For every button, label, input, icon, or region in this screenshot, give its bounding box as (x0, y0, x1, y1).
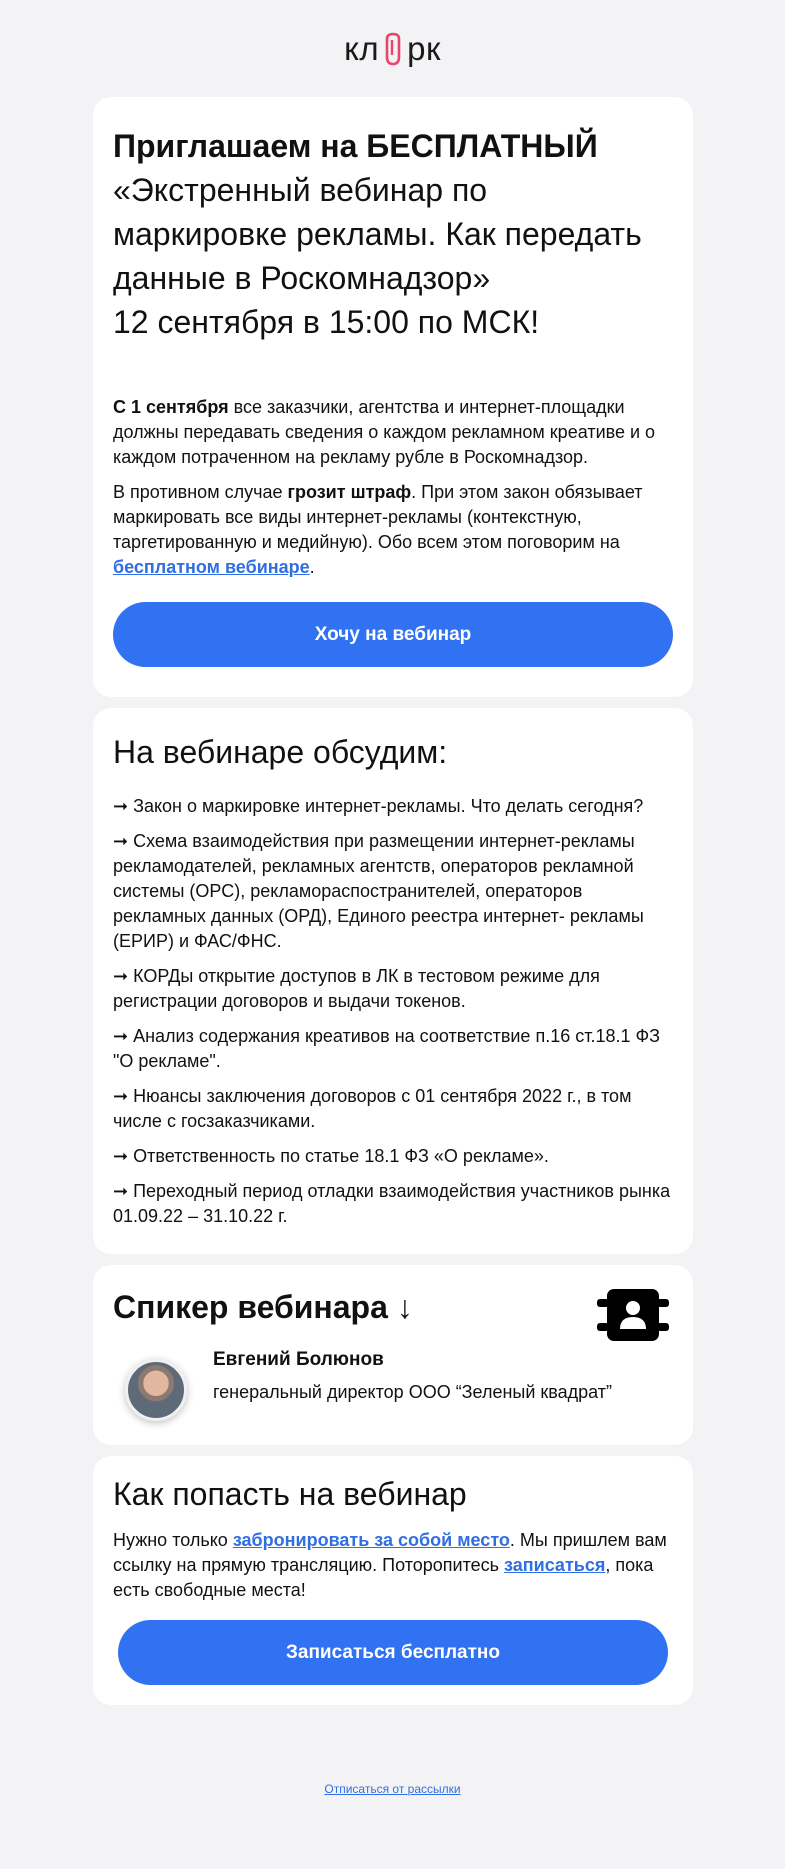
sign-up-link[interactable]: записаться (504, 1555, 606, 1575)
intro-text (113, 395, 673, 580)
intro-p2-end: . (309, 557, 315, 577)
intro-p2-text: . При этом закон обязывает маркировать все виды интернет-рекламы (контекстную, таргетированную и медийную). Обо всем этом поговорим на (113, 482, 643, 552)
logo-text-right: рк (407, 30, 441, 67)
list-item: ➞ Нюансы заключения договоров с 01 сентября 2022 г., в том числе с госзаказчиками. (113, 1086, 632, 1131)
contacts-icon (593, 1280, 673, 1350)
logo[interactable] (344, 31, 441, 67)
register-free-button[interactable]: Записаться бесплатно (118, 1620, 668, 1685)
how-to-attend-card (93, 1456, 693, 1705)
list-item: ➞ Схема взаимодействия при размещении интернет-рекламы рекламодателей, рекламных агентств, операторов рекламной системы (ОРС), рекламораспостранителей, операторов рекламных данных (ОРД), Единого реестра интернет- рекламы (ЕРИР) и ФАС/ФНС. (113, 831, 644, 951)
heading-line-1: «Экстренный вебинар по (113, 172, 488, 208)
list-item: ➞ Анализ содержания креативов на соответствие п.16 ст.18.1 ФЗ "О рекламе". (113, 1026, 661, 1071)
intro-date: С 1 сентября (113, 397, 229, 417)
how-text-end: , пока есть свободные места! (113, 1555, 654, 1600)
header (0, 0, 785, 97)
how-text-mid: . Мы пришлем вам ссылку на прямую трансляцию. Поторопитесь (113, 1530, 667, 1575)
want-webinar-button[interactable]: Хочу на вебинар (113, 602, 673, 667)
speaker-name: Евгений Болюнов (213, 1349, 384, 1370)
reserve-seat-link[interactable]: забронировать за собой место (232, 1530, 510, 1550)
list-item: ➞ Закон о маркировке интернет-рекламы. Что делать сегодня? (113, 796, 644, 816)
intro-paragraph-2 (113, 480, 673, 580)
list-item: ➞ Ответственность по статье 18.1 ФЗ «О рекламе». (113, 1146, 549, 1166)
heading-line-3: данные в Роскомнадзор» (113, 260, 491, 296)
how-text (113, 1528, 673, 1603)
footer (0, 1780, 785, 1798)
invitation-heading (113, 124, 673, 344)
intro-p1-text: все заказчики, агентства и интернет-площадки должны передавать сведения о каждом рекламном креативе и о каждом потраченном на рекламу рубле в Роскомнадзор. (113, 397, 656, 467)
how-title: Как попасть на вебинар (113, 1476, 467, 1512)
invitation-card (93, 97, 693, 697)
speaker-card (93, 1265, 693, 1445)
logo-text-left: кл (344, 30, 380, 67)
intro-fine: грозит штраф (287, 482, 412, 502)
paperclip-icon (381, 31, 405, 67)
heading-line-4: 12 сентября в 15:00 по МСК! (113, 304, 540, 340)
agenda-list (113, 794, 673, 1239)
agenda-title: На вебинаре обсудим: (113, 734, 448, 770)
speaker-role: генеральный директор ООО “Зеленый квадрат” (213, 1382, 613, 1402)
intro-p2-start: В противном случае (113, 482, 288, 502)
list-item: ➞ КОРДы открытие доступов в ЛК в тестовом режиме для регистрации договоров и выдачи токенов. (113, 966, 600, 1011)
heading-strong: Приглашаем на БЕСПЛАТНЫЙ (113, 128, 598, 164)
intro-paragraph-1 (113, 395, 673, 470)
avatar (125, 1359, 187, 1421)
agenda-card (93, 708, 693, 1254)
heading-line-2: маркировке рекламы. Как передать (113, 216, 642, 252)
speaker-title: Спикер вебинара ↓ (113, 1289, 413, 1325)
list-item: ➞ Переходный период отладки взаимодействия участников рынка 01.09.22 – 31.10.22 г. (113, 1181, 671, 1226)
how-text-start: Нужно только (113, 1530, 233, 1550)
free-webinar-link[interactable]: бесплатном вебинаре (113, 557, 310, 577)
unsubscribe-link[interactable]: Отписаться от рассылки (324, 1782, 461, 1796)
